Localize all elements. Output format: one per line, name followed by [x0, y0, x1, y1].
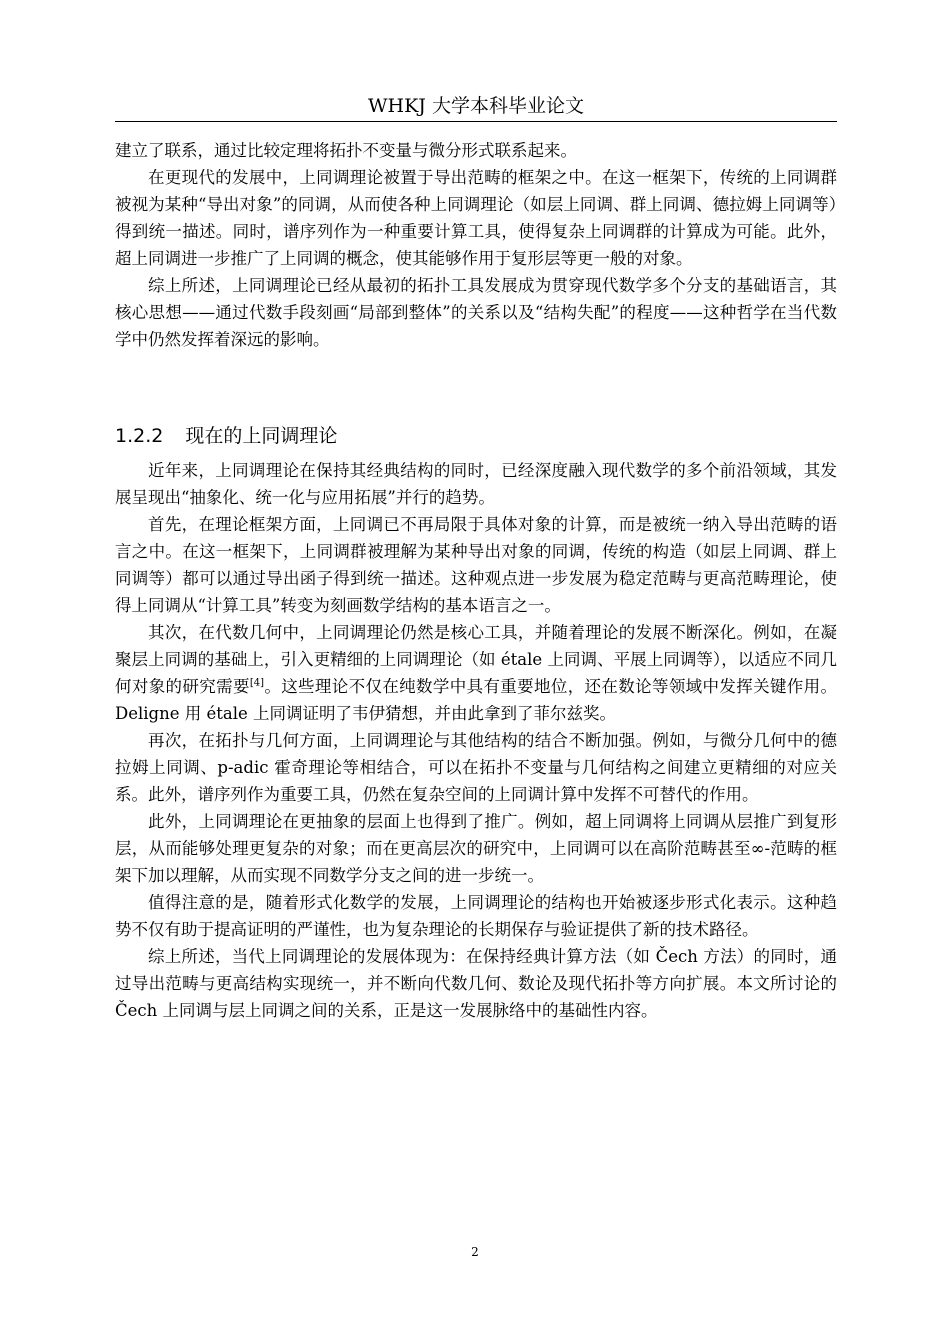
intro-text	[115, 137, 837, 353]
intro-paragraph-1: 建立了联系，通过比较定理将拓扑不变量与微分形式联系起来。	[115, 141, 577, 160]
body-paragraph-3	[115, 619, 837, 727]
citation-reference: [4]	[249, 677, 264, 689]
body-paragraph-1: 近年来，上同调理论在保持其经典结构的同时，已经深度融入现代数学的多个前沿领域，其发展呈现出“抽象化、统一化与应用拓展”并行的趋势。	[115, 461, 837, 507]
intro-paragraph-3: 综上所述，上同调理论已经从最初的拓扑工具发展成为贯穿现代数学多个分支的基础语言，其核心思想——通过代数手段刻画“局部到整体”的关系以及“结构失配”的程度——这种哲学在当代数学中仍然发挥着深远的影响。	[115, 276, 837, 349]
body-paragraph-5: 此外，上同调理论在更抽象的层面上也得到了推广。例如，超上同调将上同调从层推广到复形层，从而能够处理更复杂的对象；而在更高层次的研究中，上同调可以在高阶范畴甚至∞-范畴的框架下加以理解，从而实现不同数学分支之间的进一步统一。	[115, 812, 837, 885]
running-header: WHKJ 大学本科毕业论文	[115, 92, 837, 122]
body-paragraph-3-text-a: 其次，在代数几何中，上同调理论仍然是核心工具，并随着理论的发展不断深化。例如，在凝聚层上同调的基础上，引入更精细的上同调理论（如 étale 上同调、平展上同调等），以适应不同几何对象的研究需要	[115, 623, 837, 696]
body-paragraph-7: 综上所述，当代上同调理论的发展体现为：在保持经典计算方法（如 Čech 方法）的同时，通过导出范畴与更高结构实现统一，并不断向代数几何、数论及现代拓扑等方向扩展。本文所讨论的 Čech 上同调与层上同调之间的关系，正是这一发展脉络中的基础性内容。	[115, 947, 837, 1020]
body-paragraph-2: 首先，在理论框架方面，上同调已不再局限于具体对象的计算，而是被统一纳入导出范畴的语言之中。在这一框架下，上同调群被理解为某种导出对象的同调，传统的构造（如层上同调、群上同调等）都可以通过导出函子得到统一描述。这种观点进一步发展为稳定范畴与更高范畴理论，使得上同调从“计算工具”转变为刻画数学结构的基本语言之一。	[115, 515, 837, 615]
section-title: 现在的上同调理论	[185, 425, 338, 447]
section-body	[115, 457, 837, 1024]
page-number: 2	[471, 1245, 479, 1259]
body-paragraph-6: 值得注意的是，随着形式化数学的发展，上同调理论的结构也开始被逐步形式化表示。这种趋势不仅有助于提高证明的严谨性，也为复杂理论的长期保存与验证提供了新的技术路径。	[115, 893, 837, 939]
section-heading	[115, 423, 337, 449]
body-paragraph-3-text-b: 。这些理论不仅在纯数学中具有重要地位，还在数论等领域中发挥关键作用。Deligne 用 étale 上同调证明了韦伊猜想，并由此拿到了菲尔兹奖。	[115, 677, 838, 723]
section-number: 1.2.2	[115, 425, 164, 447]
intro-paragraph-2: 在更现代的发展中，上同调理论被置于导出范畴的框架之中。在这一框架下，传统的上同调群被视为某种“导出对象”的同调，从而使各种上同调理论（如层上同调、群上同调、德拉姆上同调等）得到统一描述。同时，谱序列作为一种重要计算工具，使得复杂上同调群的计算成为可能。此外，超上同调进一步推广了上同调的概念，使其能够作用于复形层等更一般的对象。	[115, 168, 837, 268]
body-paragraph-4: 再次，在拓扑与几何方面，上同调理论与其他结构的结合不断加强。例如，与微分几何中的德拉姆上同调、p-adic 霍奇理论等相结合，可以在拓扑不变量与几何结构之间建立更精细的对应关系。此外，谱序列作为重要工具，仍然在复杂空间的上同调计算中发挥不可替代的作用。	[115, 731, 837, 804]
